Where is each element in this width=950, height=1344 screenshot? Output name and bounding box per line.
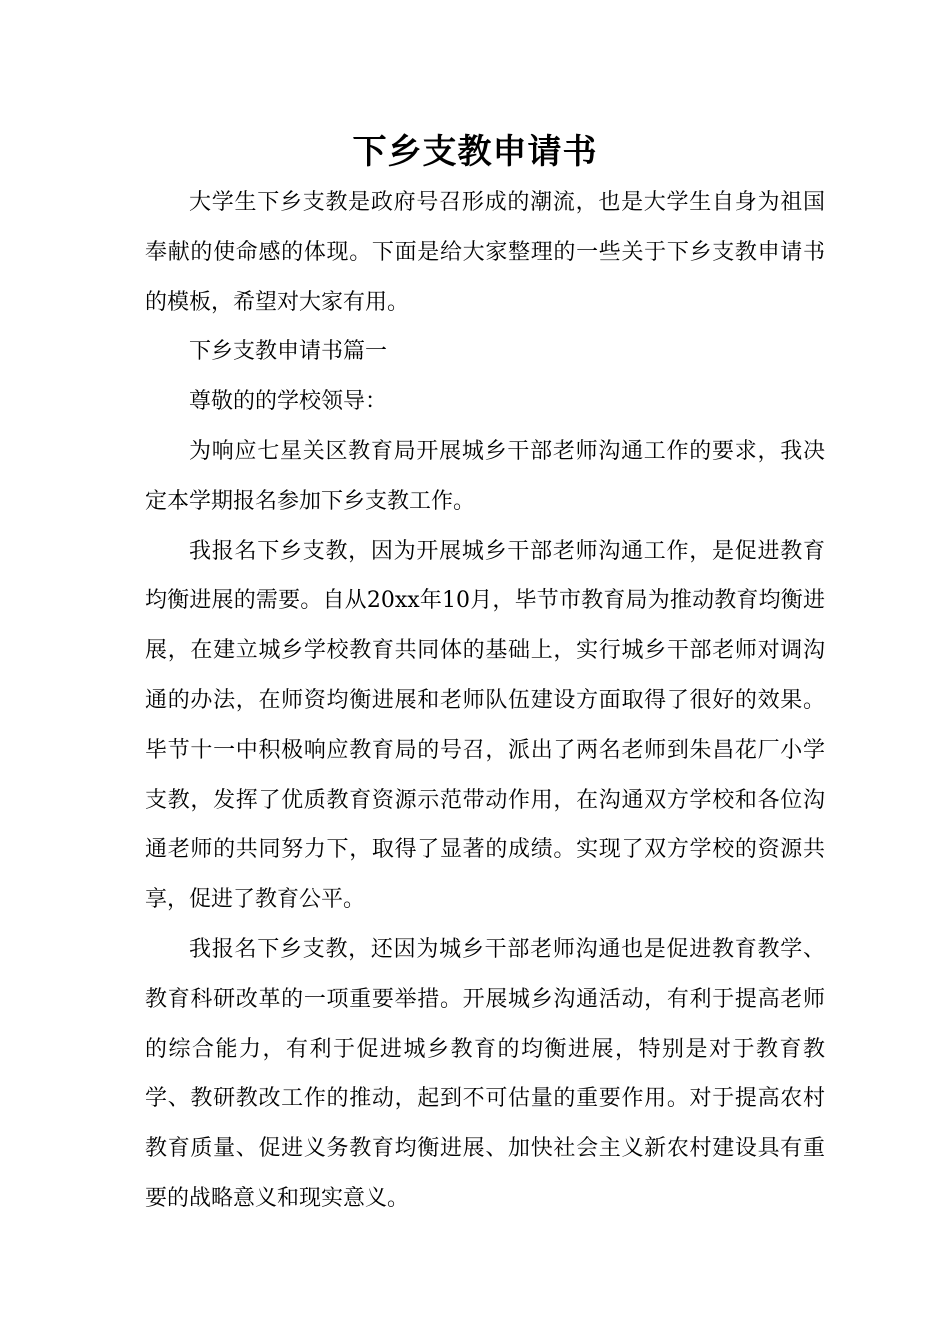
- document-title: 下乡支教申请书: [352, 132, 598, 172]
- intro-paragraph: 大学生下乡支教是政府号召形成的潮流，也是大学生自身为祖国奉献的使命感的体现。下面是给大家整理的一些关于下乡支教申请书的模板，希望对大家有用。: [145, 190, 825, 315]
- document-body: [145, 178, 825, 1224]
- body-paragraph: 我报名下乡支教，还因为城乡干部老师沟通也是促进教育教学、教育科研改革的一项重要举措。开展城乡沟通活动，有利于提高老师的综合能力，有利于促进城乡教育的均衡进展，特别是对于教育教学、教研教改工作的推动，起到不可估量的重要作用。对于提高农村教育质量、促进义务教育均衡进展、加快社会主义新农村建设具有重要的战略意义和现实意义。: [145, 936, 825, 1211]
- section-heading: 下乡支教申请书篇一: [189, 339, 388, 365]
- body-paragraph: 为响应七星关区教育局开展城乡干部老师沟通工作的要求，我决定本学期报名参加下乡支教工作。: [145, 438, 825, 514]
- salutation: 尊敬的的学校领导：: [189, 389, 388, 415]
- body-paragraph: 我报名下乡支教，因为开展城乡干部老师沟通工作，是促进教育均衡进展的需要。自从20xx年10月，毕节市教育局为推动教育均衡进展，在建立城乡学校教育共同体的基础上，实行城乡干部老师对调沟通的办法，在师资均衡进展和老师队伍建设方面取得了很好的效果。毕节十一中积极响应教育局的号召，派出了两名老师到朱昌花厂小学支教，发挥了优质教育资源示范带动作用，在沟通双方学校和各位沟通老师的共同努力下，取得了显著的成绩。实现了双方学校的资源共享，促进了教育公平。: [145, 538, 825, 913]
